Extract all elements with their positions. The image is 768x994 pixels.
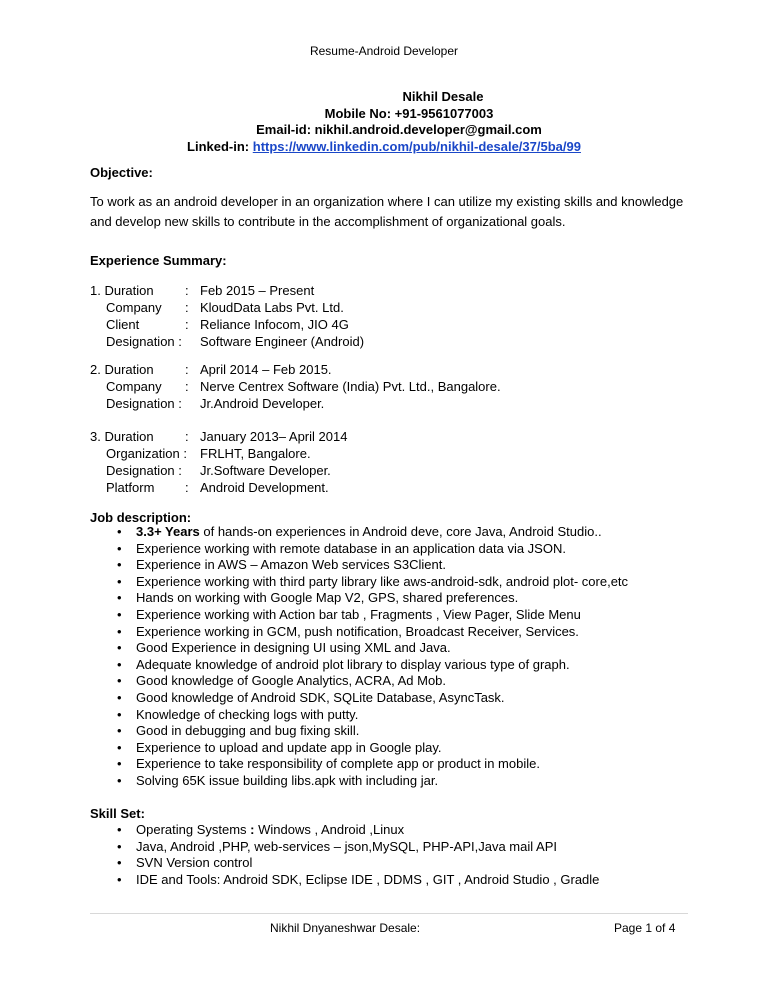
list-item: • Experience in AWS – Amazon Web services S3Client. xyxy=(118,557,628,574)
experience-colon: : xyxy=(185,379,189,394)
list-item: • Hands on working with Google Map V2, GPS, shared preferences. xyxy=(118,590,628,607)
experience-value: Android Development. xyxy=(200,480,329,495)
page-header: Resume-Android Developer xyxy=(309,44,459,58)
objective-heading: Objective: xyxy=(90,165,153,180)
experience-value: January 2013– April 2014 xyxy=(200,429,348,444)
skill-set-heading: Skill Set: xyxy=(90,806,145,821)
experience-years-text: of hands-on experiences in Android deve, core Java, Android Studio.. xyxy=(199,524,602,539)
list-item: • Solving 65K issue building libs.apk with including jar. xyxy=(118,773,628,790)
experience-colon: : xyxy=(185,283,189,298)
list-item: • Experience working in GCM, push notification, Broadcast Receiver, Services. xyxy=(118,624,628,641)
list-item: • Good knowledge of Android SDK, SQLite Database, AsyncTask. xyxy=(118,690,628,707)
list-item: • Java, Android ,PHP, web-services – json,MySQL, PHP-API,Java mail API xyxy=(118,839,599,856)
objective-text: To work as an android developer in an organization where I can utilize my existing skills and knowledge and develop new skills to contribute in the accomplishment of organizational goals. xyxy=(90,194,684,229)
linkedin-label: Linked-in: xyxy=(187,138,253,154)
experience-key: 2. Duration xyxy=(90,362,154,377)
experience-key: 3. Duration xyxy=(90,429,154,444)
experience-heading: Experience Summary: xyxy=(90,253,227,268)
os-label: Operating Systems xyxy=(136,822,251,837)
candidate-name: Nikhil Desale xyxy=(402,89,484,104)
experience-key: Organization : xyxy=(106,446,187,461)
experience-colon: : xyxy=(185,362,189,377)
list-item: • Experience working with Action bar tab , Fragments , View Pager, Slide Menu xyxy=(118,607,628,624)
list-item: • SVN Version control xyxy=(118,855,599,872)
list-item: • Good knowledge of Google Analytics, ACRA, Ad Mob. xyxy=(118,673,628,690)
experience-key: Company xyxy=(106,379,162,394)
list-item: • Experience to upload and update app in Google play. xyxy=(118,740,628,757)
email-id: Email-id: nikhil.android.developer@gmail.com xyxy=(256,122,542,137)
experience-key: Client xyxy=(106,317,140,332)
skill-set-list xyxy=(118,822,599,888)
experience-value: KloudData Labs Pvt. Ltd. xyxy=(200,300,344,315)
list-item: • Experience working with third party library like aws-android-sdk, android plot- core,etc xyxy=(118,574,628,591)
experience-years: 3.3+ Years xyxy=(136,524,200,539)
experience-value: FRLHT, Bangalore. xyxy=(200,446,311,461)
experience-value: Reliance Infocom, JIO 4G xyxy=(200,317,349,332)
experience-colon: : xyxy=(185,300,189,315)
list-item: • Good in debugging and bug fixing skill. xyxy=(118,723,628,740)
experience-colon: : xyxy=(185,429,189,444)
experience-value: April 2014 – Feb 2015. xyxy=(200,362,332,377)
list-item xyxy=(118,822,599,839)
linkedin-link[interactable]: https://www.linkedin.com/pub/nikhil-desale/37/5ba/99 xyxy=(252,138,581,154)
experience-key: Designation : xyxy=(106,334,182,349)
linkedin-line xyxy=(0,139,768,156)
contact-block xyxy=(0,89,768,155)
footer-divider xyxy=(90,913,688,914)
footer-page-number: Page 1 of 4 xyxy=(614,921,676,935)
list-item: • Experience to take responsibility of complete app or product in mobile. xyxy=(118,756,628,773)
experience-key: Designation : xyxy=(106,396,182,411)
list-item: • Experience working with remote database in an application data via JSON. xyxy=(118,541,628,558)
experience-value: Jr.Android Developer. xyxy=(200,396,325,411)
job-description-heading: Job description: xyxy=(90,510,192,525)
experience-colon: : xyxy=(185,480,189,495)
mobile-number: Mobile No: +91-9561077003 xyxy=(324,105,494,121)
list-item: • IDE and Tools: Android SDK, Eclipse IDE , DDMS , GIT , Android Studio , Gradle xyxy=(118,872,599,889)
experience-value: Feb 2015 – Present xyxy=(200,283,315,298)
list-item: • Knowledge of checking logs with putty. xyxy=(118,707,628,724)
experience-key: Company xyxy=(106,300,162,315)
list-item xyxy=(118,524,628,541)
os-value: Windows , Android ,Linux xyxy=(254,822,405,837)
experience-key: Designation : xyxy=(106,463,182,478)
footer-name: Nikhil Dnyaneshwar Desale: xyxy=(270,921,421,935)
job-description-list xyxy=(118,524,628,790)
os-colon: : xyxy=(250,822,255,837)
experience-value: Jr.Software Developer. xyxy=(200,463,331,478)
experience-value: Software Engineer (Android) xyxy=(200,334,365,349)
list-item: • Good Experience in designing UI using XML and Java. xyxy=(118,640,628,657)
list-item: • Adequate knowledge of android plot library to display various type of graph. xyxy=(118,657,628,674)
experience-colon: : xyxy=(185,317,189,332)
experience-key: Platform xyxy=(106,480,155,495)
experience-key: 1. Duration xyxy=(90,283,154,298)
experience-value: Nerve Centrex Software (India) Pvt. Ltd., Bangalore. xyxy=(200,379,501,394)
